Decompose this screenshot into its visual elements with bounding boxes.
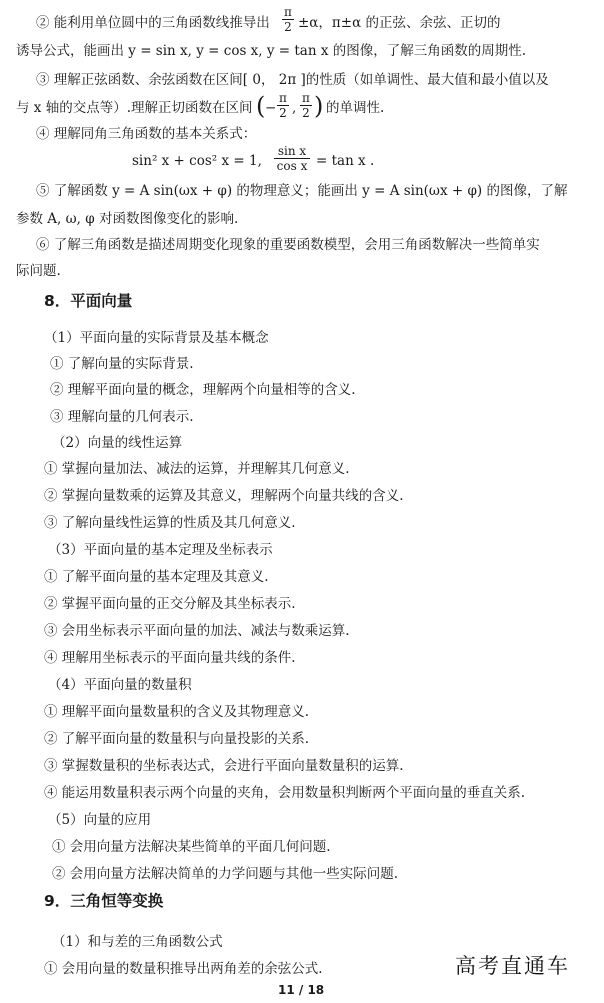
subsection-heading: （3）平面向量的基本定理及坐标表示 (48, 542, 273, 558)
list-item: ③ 会用坐标表示平面向量的加法、减法与数乘运算. (44, 623, 350, 639)
fraction-pi-over-2 (298, 91, 314, 120)
identity-formula: sin² x + cos² x = 1, (132, 153, 262, 169)
numerator: π (279, 91, 287, 105)
list-item: ② 会用向量方法解决简单的力学问题与其他一些实际问题. (52, 866, 399, 882)
denominator: 2 (284, 20, 292, 34)
close-paren: ) (314, 92, 324, 120)
subsection-heading: （1）和与差的三角函数公式 (52, 934, 223, 950)
text-line: 际问题. (16, 263, 61, 279)
section-heading: 8．平面向量 (44, 292, 133, 310)
section-heading: 9．三角恒等变换 (44, 892, 164, 910)
list-item: ① 了解平面向量的基本定理及其意义. (44, 569, 269, 585)
open-paren: ( (256, 92, 266, 120)
watermark-text: 高考直通车 (455, 954, 570, 978)
numerator: π (302, 91, 310, 105)
list-item: ③ 掌握数量积的坐标表达式，会进行平面向量数量积的运算. (44, 758, 404, 774)
text-line: ±α，π±α 的正弦、余弦、正切的 (298, 15, 501, 31)
text-line: ③ 理解正弦函数、余弦函数在区间[ 0， 2π ]的性质（如单调性、最大值和最小值以及 (36, 72, 549, 88)
list-item: ② 掌握平面向量的正交分解及其坐标表示. (44, 596, 296, 612)
list-item: ① 会用向量的数量积推导出两角差的余弦公式. (44, 961, 323, 977)
numerator: π (284, 5, 292, 19)
text-line: 的单调性. (326, 100, 385, 116)
text-line: 参数 A, ω, φ 对函数图像变化的影响. (16, 211, 239, 227)
list-item: ① 理解平面向量数量积的含义及其物理意义. (44, 704, 310, 720)
list-item: ① 掌握向量加法、减法的运算，并理解其几何意义. (44, 461, 350, 477)
page-number: 11 / 18 (278, 983, 325, 997)
minus-sign: − (265, 100, 277, 116)
list-item: ② 了解平面向量的数量积与向量投影的关系. (44, 731, 310, 747)
fraction-pi-over-2 (280, 5, 296, 34)
list-item: ② 理解平面向量的概念，理解两个向量相等的含义. (50, 382, 356, 398)
denominator: cos x (276, 159, 308, 173)
list-item: ① 了解向量的实际背景. (50, 356, 194, 372)
comma: , (292, 100, 297, 116)
list-item: ③ 理解向量的几何表示. (50, 409, 194, 425)
fraction-neg-pi-over-2 (275, 91, 291, 120)
text-line: ④ 理解同角三角函数的基本关系式： (36, 126, 257, 142)
numerator: sin x (277, 144, 307, 158)
text-line: ⑤ 了解函数 y = A sin(ωx + φ) 的物理意义；能画出 y = A sin(ωx + φ) 的图像，了解 (36, 183, 568, 199)
text-line: 与 x 轴的交点等）.理解正切函数在区间 (16, 100, 253, 116)
list-item: ③ 了解向量线性运算的性质及其几何意义. (44, 515, 296, 531)
subsection-heading: （5）向量的应用 (48, 812, 152, 828)
subsection-heading: （2）向量的线性运算 (52, 435, 183, 451)
list-item: ④ 能运用数量积表示两个向量的夹角，会用数量积判断两个平面向量的垂直关系. (44, 785, 526, 801)
fraction-sin-over-cos (272, 144, 312, 173)
subsection-heading: （1）平面向量的实际背景及基本概念 (44, 330, 269, 346)
denominator: 2 (279, 106, 287, 120)
list-item: ① 会用向量方法解决某些简单的平面几何问题. (52, 839, 331, 855)
list-item: ④ 理解用坐标表示的平面向量共线的条件. (44, 650, 296, 666)
text-line: 诱导公式，能画出 y = sin x, y = cos x, y = tan x 的图像，了解三角函数的周期性. (16, 43, 527, 59)
denominator: 2 (302, 106, 310, 120)
subsection-heading: （4）平面向量的数量积 (48, 677, 192, 693)
text-line: ② 能利用单位圆中的三角函数线推导出 (36, 15, 270, 31)
identity-formula: = tan x . (316, 153, 375, 169)
text-line: ⑥ 了解三角函数是描述周期变化现象的重要函数模型，会用三角函数解决一些简单实 (36, 237, 540, 253)
list-item: ② 掌握向量数乘的运算及其意义，理解两个向量共线的含义. (44, 488, 404, 504)
